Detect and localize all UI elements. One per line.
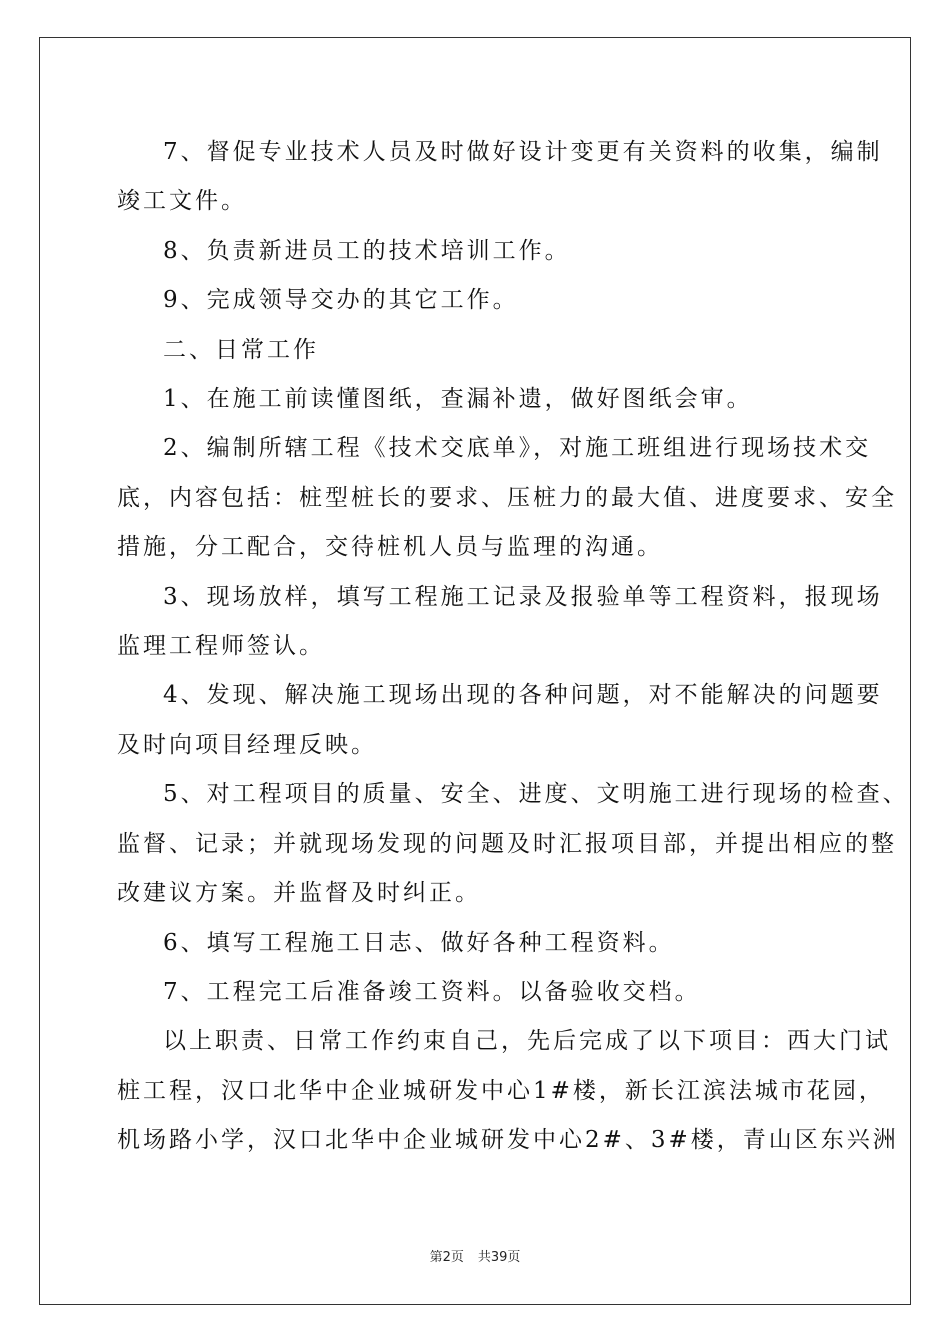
page-total: 共39页 bbox=[477, 1250, 521, 1265]
text-line: 监督、记录；并就现场发现的问题及时汇报项目部，并提出相应的整 bbox=[117, 830, 897, 857]
text-line: 及时向项目经理反映。 bbox=[117, 731, 377, 758]
page-number: 第2页 bbox=[429, 1250, 464, 1265]
text-line: 1、在施工前读懂图纸，查漏补遗，做好图纸会审。 bbox=[163, 386, 753, 413]
text-line: 改建议方案。并监督及时纠正。 bbox=[117, 880, 481, 907]
text-line: 竣工文件。 bbox=[117, 188, 247, 215]
text-line: 3、现场放样，填写工程施工记录及报验单等工程资料，报现场 bbox=[163, 583, 883, 610]
text-line: 监理工程师签认。 bbox=[117, 633, 325, 660]
text-line: 8、负责新进员工的技术培训工作。 bbox=[163, 237, 571, 264]
text-line: 7、督促专业技术人员及时做好设计变更有关资料的收集，编制 bbox=[163, 139, 883, 165]
text-line: 6、填写工程施工日志、做好各种工程资料。 bbox=[163, 929, 675, 956]
text-line: 2、编制所辖工程《技术交底单》，对施工班组进行现场技术交 bbox=[163, 435, 872, 462]
text-line: 5、对工程项目的质量、安全、进度、文明施工进行现场的检查、 bbox=[163, 781, 909, 808]
text-line: 以上职责、日常工作约束自己，先后完成了以下项目：西大门试 bbox=[163, 1028, 891, 1055]
text-line: 底，内容包括：桩型桩长的要求、压桩力的最大值、进度要求、安全 bbox=[117, 484, 897, 511]
text-line: 机场路小学，汉口北华中企业城研发中心2#、3#楼，青山区东兴洲 bbox=[117, 1127, 899, 1154]
text-line: 7、工程完工后准备竣工资料。以备验收交档。 bbox=[163, 978, 701, 1005]
section-heading: 二、日常工作 bbox=[163, 336, 319, 363]
document-body bbox=[117, 128, 909, 1166]
text-line: 4、发现、解决施工现场出现的各种问题，对不能解决的问题要 bbox=[163, 682, 883, 709]
text-line: 桩工程，汉口北华中企业城研发中心1#楼，新长江滨法城市花园， bbox=[117, 1077, 885, 1104]
page-footer bbox=[0, 1246, 950, 1265]
text-line: 9、完成领导交办的其它工作。 bbox=[163, 287, 519, 314]
text-line: 措施，分工配合，交待桩机人员与监理的沟通。 bbox=[117, 534, 663, 561]
